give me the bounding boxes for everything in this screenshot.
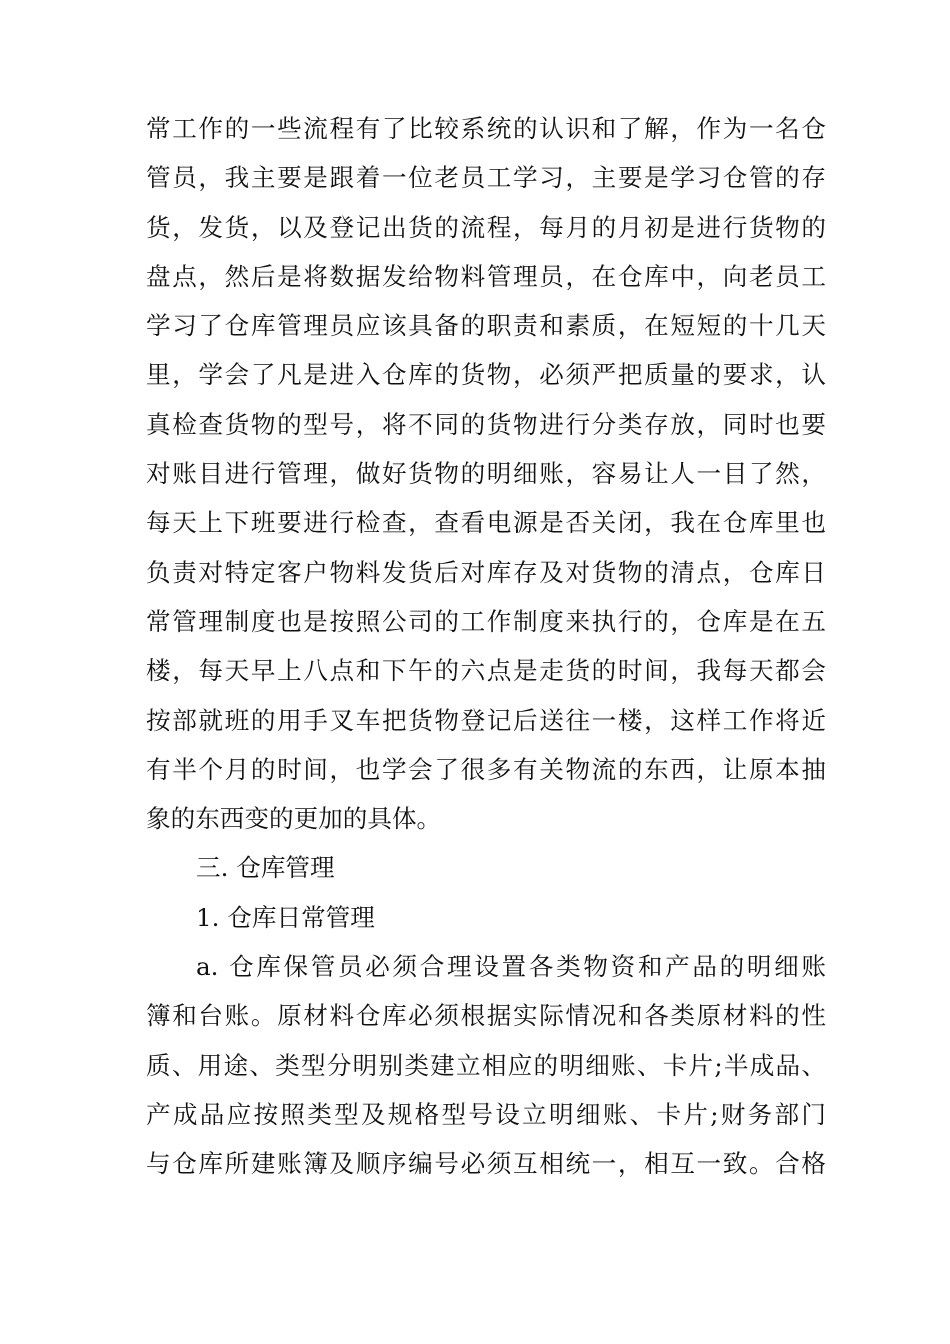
body-text-line: 楼，每天早上八点和下午的六点是走货的时间，我每天都会 [146,656,826,686]
body-text-line: 有半个月的时间，也学会了很多有关物流的东西，让原本抽 [146,754,826,784]
section-heading: 三. 仓库管理 [196,853,335,883]
body-text-line: 簿和台账。原材料仓库必须根据实际情况和各类原材料的性 [146,1001,826,1031]
body-text-line: 每天上下班要进行检查，查看电源是否关闭，我在仓库里也 [146,508,826,538]
body-text-line: 常管理制度也是按照公司的工作制度来执行的，仓库是在五 [146,606,826,636]
subsection-heading: 1. 仓库日常管理 [196,902,375,932]
body-text-line: 质、用途、类型分明别类建立相应的明细账、卡片;半成品、 [146,1050,826,1080]
body-text-line: 盘点，然后是将数据发给物料管理员，在仓库中，向老员工 [146,261,826,291]
body-text-line: 与仓库所建账簿及顺序编号必须互相统一，相互一致。合格 [146,1149,826,1179]
body-text-line: 产成品应按照类型及规格型号设立明细账、卡片;财务部门 [146,1099,826,1129]
body-text-line: 里，学会了凡是进入仓库的货物，必须严把质量的要求，认 [146,360,826,390]
body-text-line: a. 仓库保管员必须合理设置各类物资和产品的明细账 [196,952,826,982]
body-text-line: 真检查货物的型号，将不同的货物进行分类存放，同时也要 [146,409,826,439]
body-text-line: 对账目进行管理，做好货物的明细账，容易让人一目了然， [146,459,826,489]
body-text-line: 管员，我主要是跟着一位老员工学习，主要是学习仓管的存 [146,163,826,193]
document-body [146,104,826,1189]
body-text-line: 常工作的一些流程有了比较系统的认识和了解，作为一名仓 [146,114,826,143]
body-text-line: 负责对特定客户物料发货后对库存及对货物的清点，仓库日 [146,557,826,587]
body-text-line: 象的东西变的更加的具体。 [146,804,442,834]
body-text-line: 货，发货，以及登记出货的流程，每月的月初是进行货物的 [146,212,826,242]
body-text-line: 按部就班的用手叉车把货物登记后送往一楼，这样工作将近 [146,705,826,735]
body-text-line: 学习了仓库管理员应该具备的职责和素质，在短短的十几天 [146,311,826,341]
